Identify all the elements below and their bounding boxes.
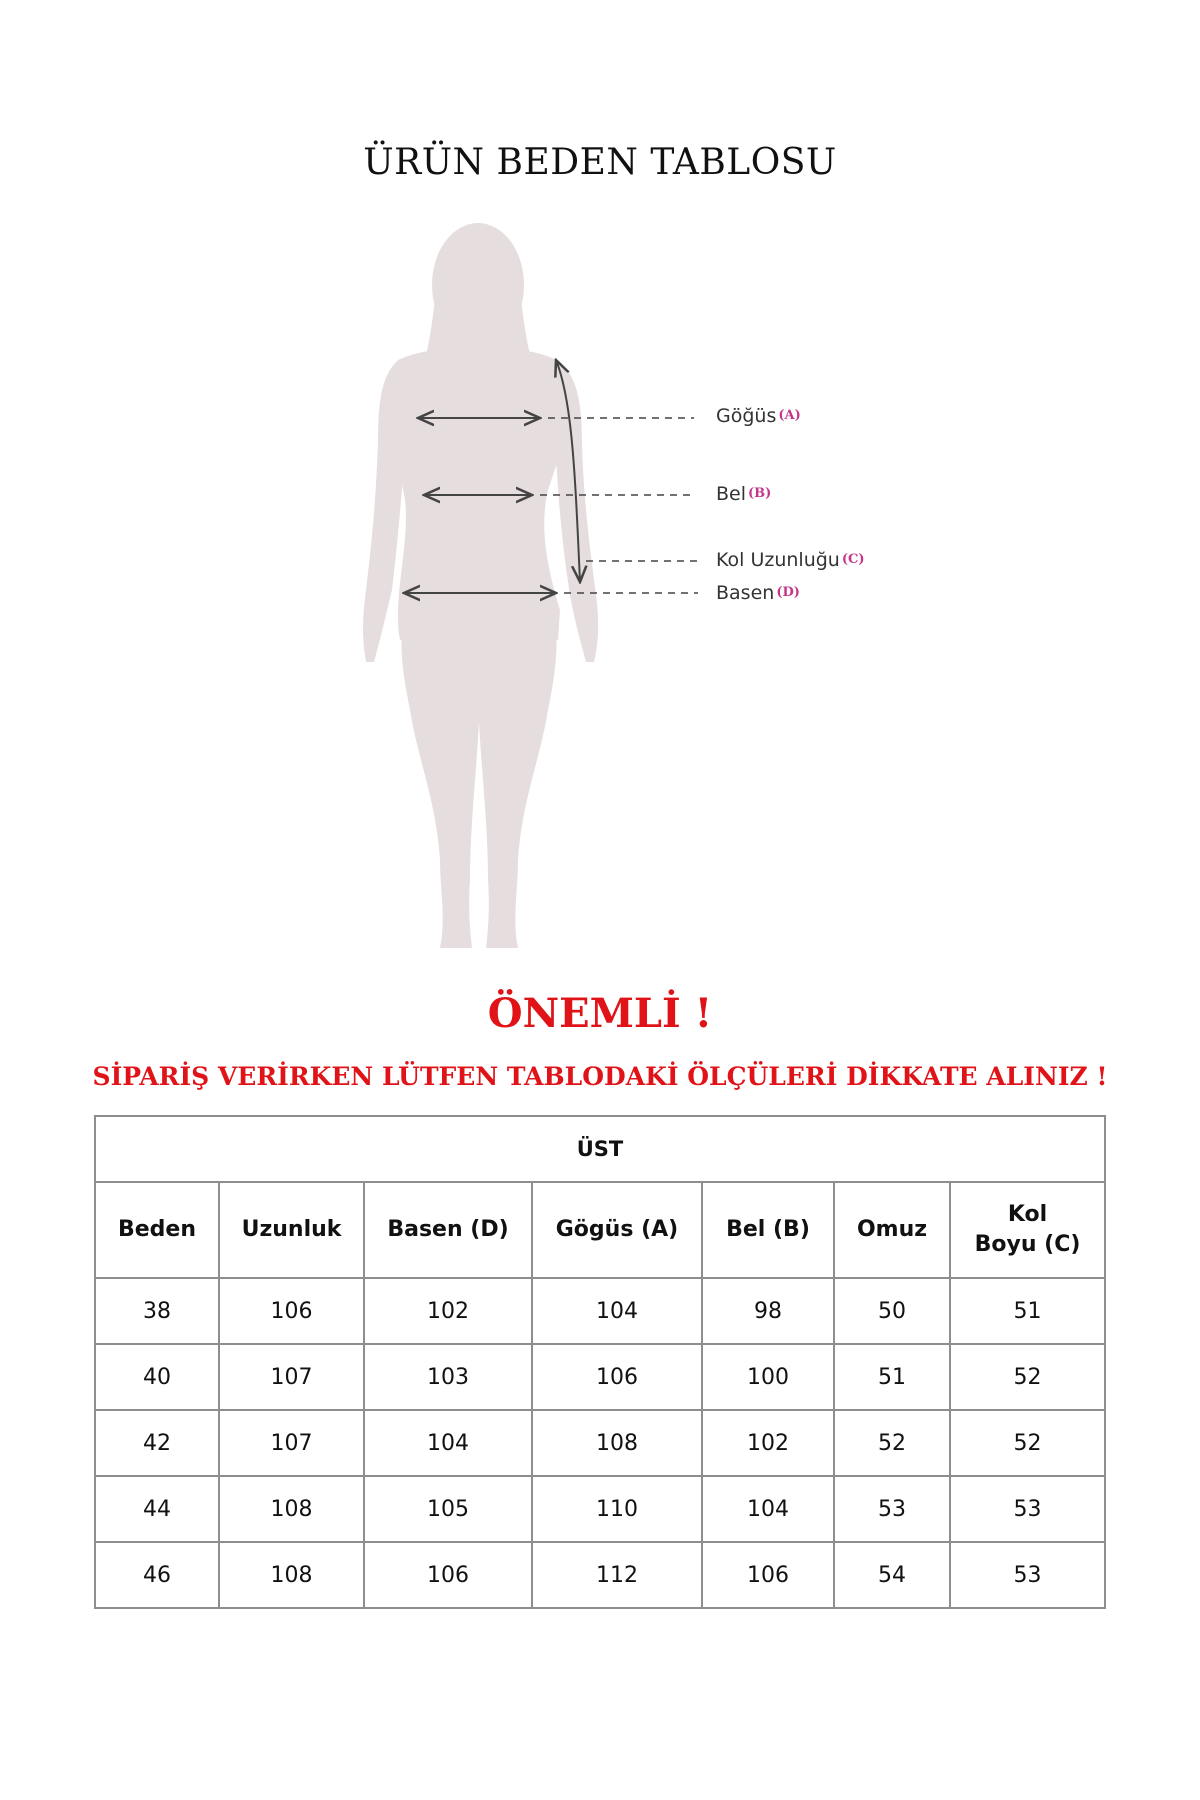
- measure-label-waist: Bel (B): [716, 483, 772, 505]
- table-cell: 112: [532, 1542, 702, 1608]
- column-header: Basen (D): [364, 1182, 532, 1278]
- measure-label-sleeve-length: Kol Uzunluğu (C): [716, 549, 865, 571]
- table-cell: 102: [364, 1278, 532, 1344]
- table-cell: 106: [219, 1278, 364, 1344]
- important-heading: ÖNEMLİ !: [487, 990, 713, 1037]
- size-table: [94, 1115, 1106, 1609]
- measure-label-hip: Basen (D): [716, 582, 800, 604]
- table-cell: 51: [950, 1278, 1105, 1344]
- column-header-line: Boyu (C): [974, 1232, 1081, 1257]
- column-header: Omuz: [834, 1182, 950, 1278]
- table-cell: 52: [950, 1410, 1105, 1476]
- table-cell: 108: [219, 1476, 364, 1542]
- table-cell: 105: [364, 1476, 532, 1542]
- column-header-sleeve: [950, 1182, 1105, 1278]
- table-cell: 40: [95, 1344, 219, 1410]
- table-row: [95, 1410, 1105, 1476]
- table-header-row: [95, 1182, 1105, 1278]
- table-row: [95, 1542, 1105, 1608]
- table-cell: 107: [219, 1344, 364, 1410]
- table-row: [95, 1344, 1105, 1410]
- table-cell: 103: [364, 1344, 532, 1410]
- table-cell: 53: [950, 1476, 1105, 1542]
- table-cell: 106: [532, 1344, 702, 1410]
- table-cell: 104: [364, 1410, 532, 1476]
- table-cell: 106: [702, 1542, 834, 1608]
- table-cell: 108: [532, 1410, 702, 1476]
- silhouette-body: [363, 223, 598, 948]
- table-section-row: [95, 1116, 1105, 1182]
- table-cell: 107: [219, 1410, 364, 1476]
- table-cell: 51: [834, 1344, 950, 1410]
- table-row: [95, 1476, 1105, 1542]
- column-header-line: Kol: [1007, 1202, 1048, 1227]
- table-row: [95, 1278, 1105, 1344]
- table-cell: 104: [532, 1278, 702, 1344]
- column-header: Gögüs (A): [532, 1182, 702, 1278]
- table-cell: 38: [95, 1278, 219, 1344]
- table-section-title: ÜST: [95, 1116, 1105, 1182]
- column-header: Beden: [95, 1182, 219, 1278]
- table-cell: 54: [834, 1542, 950, 1608]
- table-cell: 104: [702, 1476, 834, 1542]
- order-warning-text: SİPARİŞ VERİRKEN LÜTFEN TABLODAKİ ÖLÇÜLERİ DİKKATE ALINIZ !: [92, 1062, 1108, 1091]
- table-cell: 102: [702, 1410, 834, 1476]
- table-cell: 106: [364, 1542, 532, 1608]
- column-header: Bel (B): [702, 1182, 834, 1278]
- table-cell: 52: [950, 1344, 1105, 1410]
- table-cell: 108: [219, 1542, 364, 1608]
- table-cell: 42: [95, 1410, 219, 1476]
- table-cell: 46: [95, 1542, 219, 1608]
- table-cell: 100: [702, 1344, 834, 1410]
- column-header: Uzunluk: [219, 1182, 364, 1278]
- table-cell: 50: [834, 1278, 950, 1344]
- table-cell: 52: [834, 1410, 950, 1476]
- table-cell: 98: [702, 1278, 834, 1344]
- table-cell: 44: [95, 1476, 219, 1542]
- table-cell: 53: [950, 1542, 1105, 1608]
- table-cell: 110: [532, 1476, 702, 1542]
- page-title: ÜRÜN BEDEN TABLOSU: [363, 142, 837, 183]
- table-cell: 53: [834, 1476, 950, 1542]
- measure-label-chest: Göğüs (A): [716, 405, 801, 427]
